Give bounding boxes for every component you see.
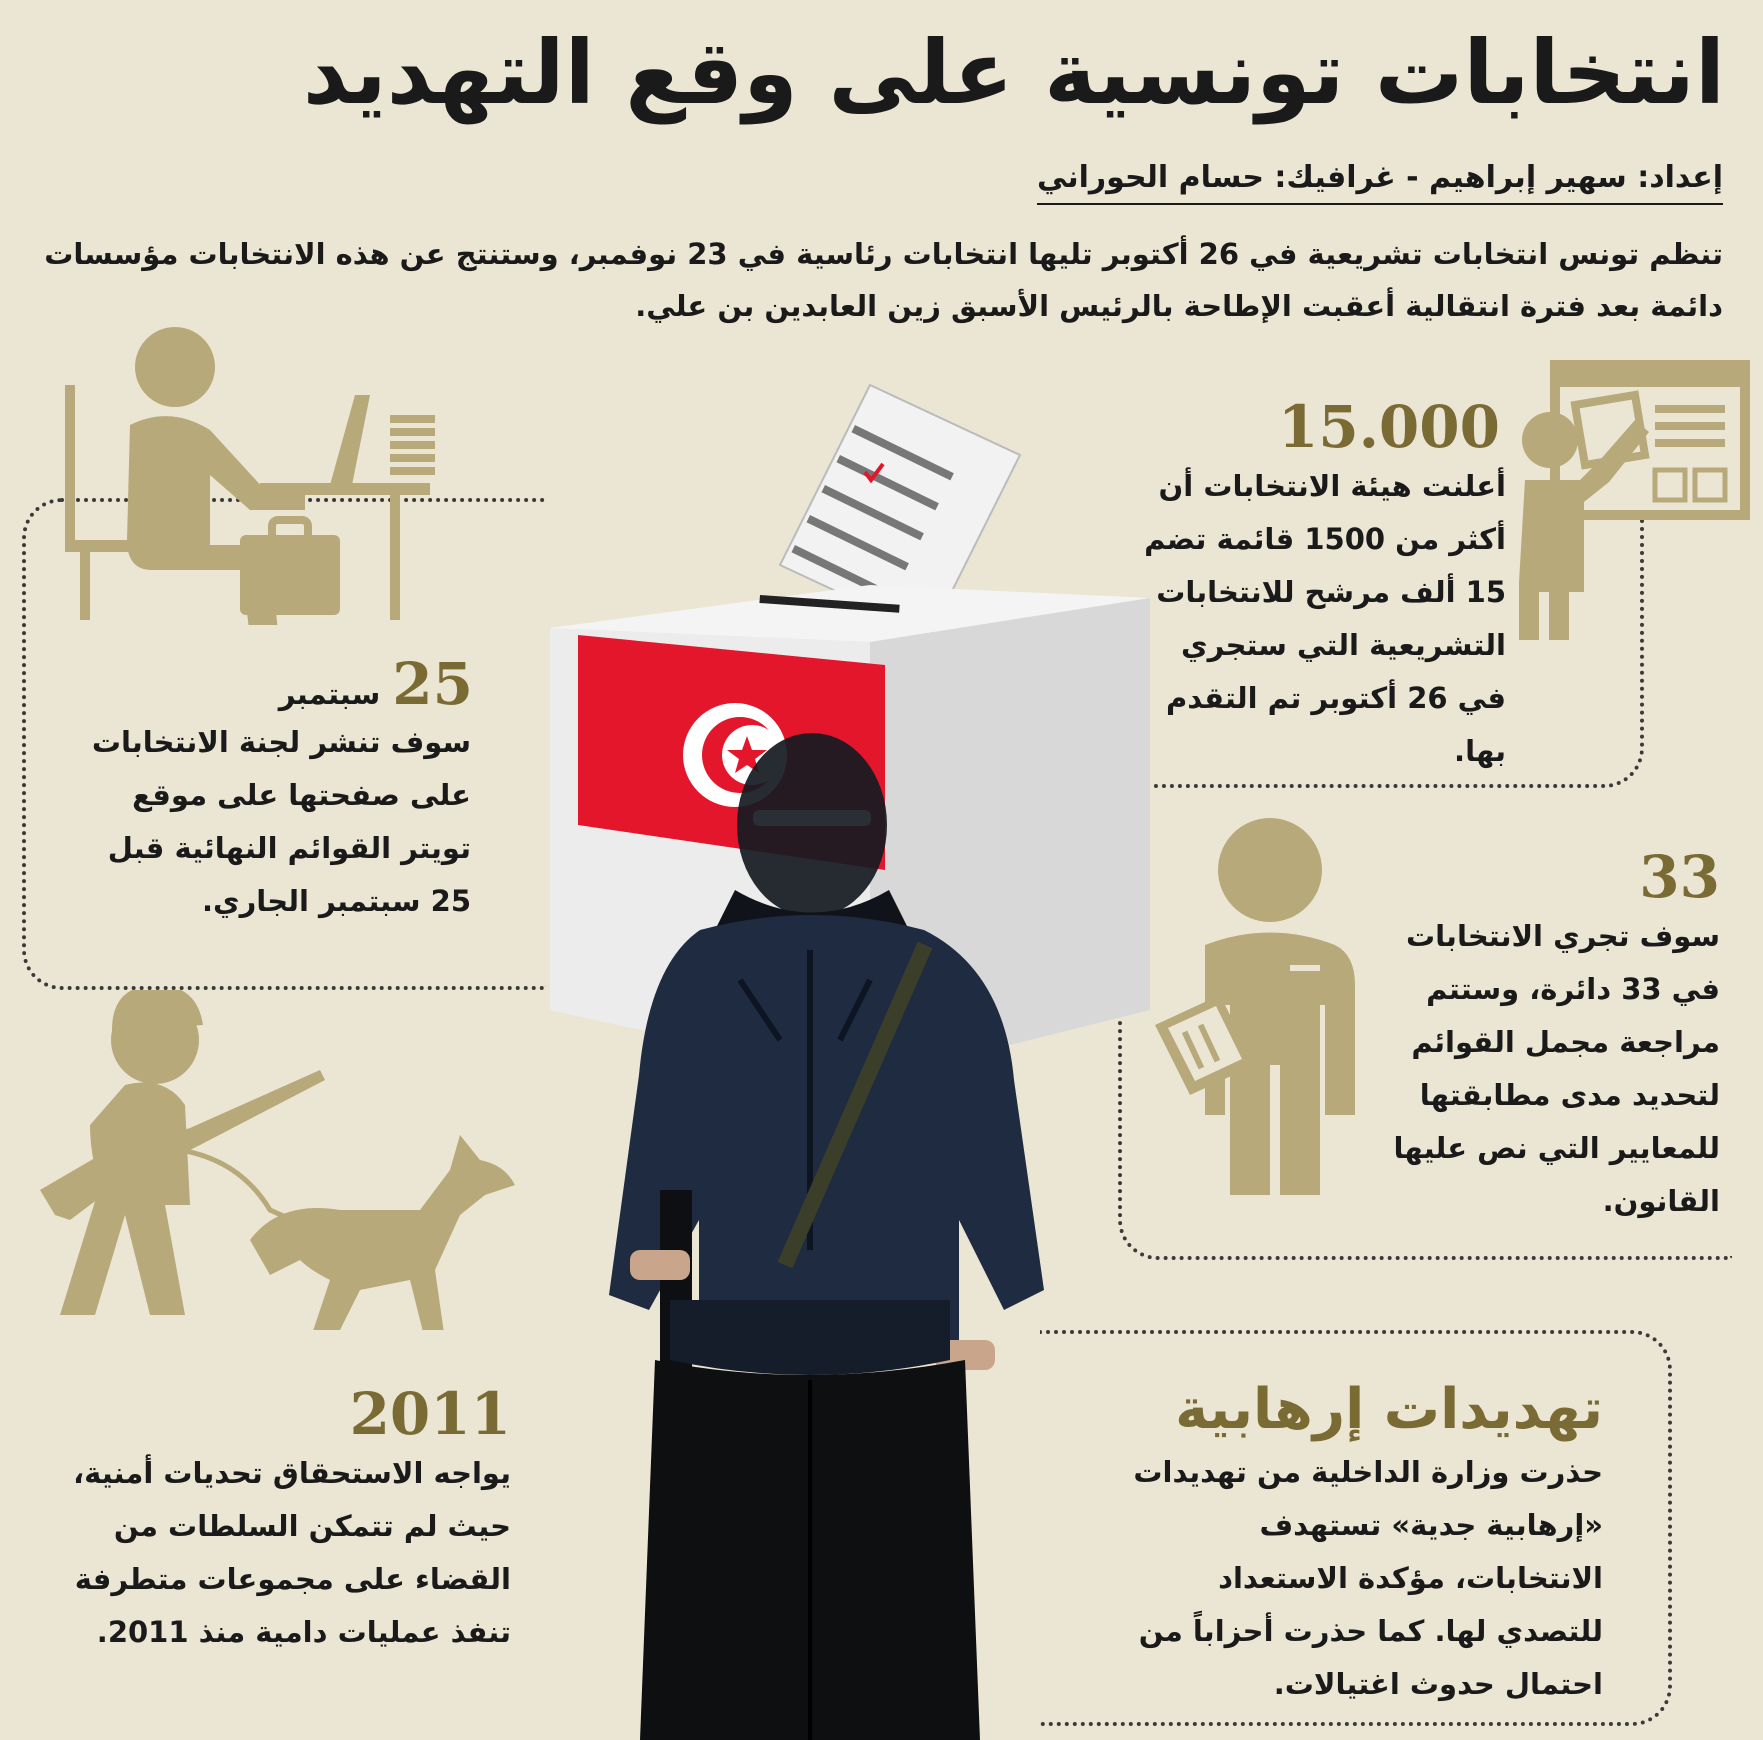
districts-text: سوف تجري الانتخابات في 33 دائرة، وستتم مراجعة مجمل القوائم لتحديد مدى مطابقتها للمعايير التي نص عليها القانون. <box>1393 919 1720 1218</box>
lists-text: سوف تنشر لجنة الانتخابات على صفحتها على موقع تويتر القوائم النهائية قبل 25 سبتمبر الجاري. <box>91 725 471 918</box>
person-at-desk-icon <box>60 325 440 625</box>
credit-line: إعداد: سهير إبراهيم - غرافيك: حسام الحوراني <box>1037 160 1723 205</box>
districts-number: 33 <box>1639 843 1720 911</box>
page-title: انتخابات تونسية على وقع التهديد <box>302 21 1725 124</box>
security-text: يواجه الاستحقاق تحديات أمنية، حيث لم تتمكن السلطات من القضاء على مجموعات متطرفة تنفذ عمليات دامية منذ 2011. <box>73 1456 511 1649</box>
lists-label: سبتمبر <box>278 677 381 711</box>
lists-date <box>278 650 473 718</box>
soldier-with-dog-icon <box>40 990 520 1330</box>
person-at-board-icon <box>1505 360 1750 640</box>
threats-heading: تهديدات إرهابية <box>1175 1377 1603 1442</box>
threats-text: حذرت وزارة الداخلية من تهديدات «إرهابية جدية» تستهدف الانتخابات، مؤكدة الاستعداد للتصدي لها. كما حذرت أحزاباً من احتمال حدوث اغتيالات. <box>1133 1455 1603 1701</box>
intro-paragraph: تنظم تونس انتخابات تشريعية في 26 أكتوبر تليها انتخابات رئاسية في 23 نوفمبر، وستنتج عن هذه الانتخابات مؤسسات دائمة بعد فترة انتقالية أعقبت الإطاحة بالرئيس الأسبق زين العابدين بن علي. <box>44 237 1723 323</box>
lists-number: 25 <box>392 650 473 718</box>
security-number: 2011 <box>349 1380 511 1448</box>
candidates-text: أعلنت هيئة الانتخابات أن أكثر من 1500 قائمة تضم 15 ألف مرشح للانتخابات التشريعية التي ستجري في 26 أكتوبر تم التقدم بها. <box>1144 469 1506 768</box>
candidates-number: 15.000 <box>1278 393 1500 461</box>
